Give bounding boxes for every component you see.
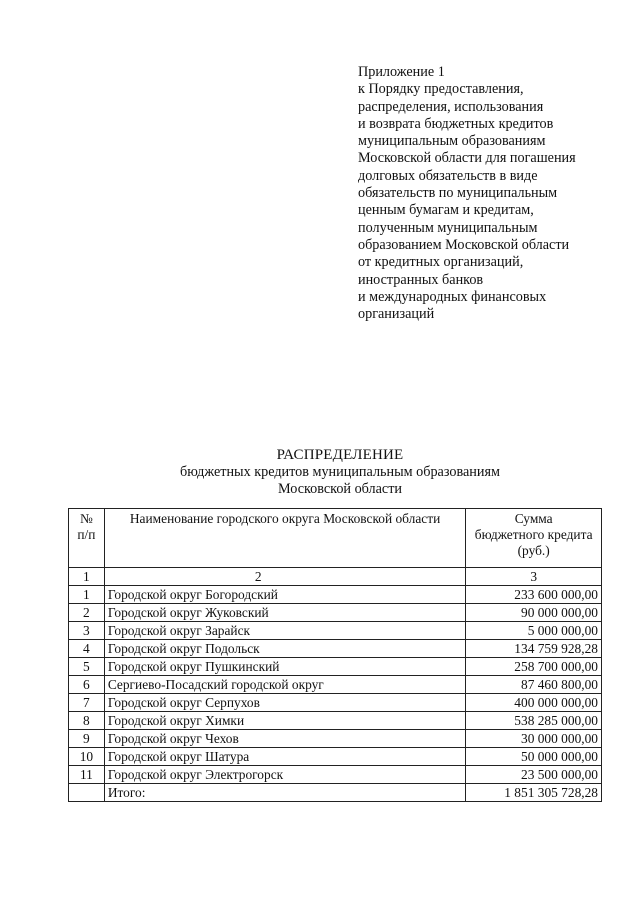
row-number: 8 <box>69 712 105 730</box>
row-name: Городской округ Электрогорск <box>104 766 466 784</box>
column-number: 1 <box>69 568 105 586</box>
row-amount: 50 000 000,00 <box>466 748 602 766</box>
appendix-line: и международных финансовых <box>358 288 547 305</box>
row-number: 1 <box>69 586 105 604</box>
appendix-line: организаций <box>358 306 435 323</box>
header-number-line-1: № <box>80 511 93 526</box>
header-number <box>69 509 105 568</box>
total-label: Итого: <box>104 784 466 802</box>
row-number: 10 <box>69 748 105 766</box>
row-name: Городской округ Чехов <box>104 730 466 748</box>
header-name: Наименование городского округа Московской области <box>104 509 466 568</box>
row-amount: 87 460 800,00 <box>466 676 602 694</box>
appendix-header <box>358 64 628 323</box>
row-number: 9 <box>69 730 105 748</box>
appendix-line: Приложение 1 <box>358 64 445 80</box>
appendix-line: ценным бумагам и кредитам, <box>358 202 534 219</box>
row-name: Городской округ Подольск <box>104 640 466 658</box>
total-amount: 1 851 305 728,28 <box>466 784 602 802</box>
table-row <box>69 586 602 604</box>
appendix-line: образованием Московской области <box>358 236 570 253</box>
title-main: РАСПРЕДЕЛЕНИЕ <box>276 447 404 463</box>
column-number-row <box>69 568 602 586</box>
header-sum-line-2: бюджетного кредита <box>474 527 593 542</box>
row-number: 3 <box>69 622 105 640</box>
title-line-3: Московской области <box>277 481 402 497</box>
row-number: 6 <box>69 676 105 694</box>
table-row <box>69 712 602 730</box>
appendix-line: долговых обязательств в виде <box>358 167 538 184</box>
row-amount: 233 600 000,00 <box>466 586 602 604</box>
row-amount: 90 000 000,00 <box>466 604 602 622</box>
row-amount: 258 700 000,00 <box>466 658 602 676</box>
document-title <box>0 447 640 498</box>
row-amount: 538 285 000,00 <box>466 712 602 730</box>
table-row <box>69 730 602 748</box>
row-number: 5 <box>69 658 105 676</box>
table-row <box>69 640 602 658</box>
table-row <box>69 676 602 694</box>
row-name: Городской округ Серпухов <box>104 694 466 712</box>
appendix-line: муниципальным образованиям <box>358 133 546 150</box>
row-name: Городской округ Шатура <box>104 748 466 766</box>
header-sum <box>466 509 602 568</box>
row-name: Городской округ Богородский <box>104 586 466 604</box>
appendix-line: обязательств по муниципальным <box>358 185 558 202</box>
table-row <box>69 622 602 640</box>
table-row <box>69 748 602 766</box>
appendix-line: и возврата бюджетных кредитов <box>358 115 554 132</box>
row-number: 11 <box>69 766 105 784</box>
table-row <box>69 766 602 784</box>
appendix-line: Московской области для погашения <box>358 150 576 167</box>
row-number: 7 <box>69 694 105 712</box>
header-number-line-2: п/п <box>77 527 96 542</box>
total-number-cell <box>69 784 105 802</box>
appendix-line: распределения, использования <box>358 98 544 115</box>
row-amount: 400 000 000,00 <box>466 694 602 712</box>
row-number: 4 <box>69 640 105 658</box>
row-amount: 5 000 000,00 <box>466 622 602 640</box>
row-name: Городской округ Жуковский <box>104 604 466 622</box>
appendix-line: полученным муниципальным <box>358 219 538 236</box>
appendix-line: иностранных банков <box>358 271 484 288</box>
table-header-row <box>69 509 602 568</box>
row-name: Городской округ Зарайск <box>104 622 466 640</box>
distribution-table <box>68 508 602 802</box>
appendix-line: к Порядку предоставления, <box>358 81 524 98</box>
header-sum-line-3: (руб.) <box>517 543 550 558</box>
row-amount: 23 500 000,00 <box>466 766 602 784</box>
column-number: 2 <box>104 568 466 586</box>
table-row <box>69 658 602 676</box>
table-row <box>69 604 602 622</box>
row-name: Сергиево-Посадский городской округ <box>104 676 466 694</box>
header-sum-line-1: Сумма <box>514 511 553 526</box>
appendix-line: от кредитных организаций, <box>358 254 524 271</box>
table-row <box>69 694 602 712</box>
column-number: 3 <box>466 568 602 586</box>
total-row <box>69 784 602 802</box>
title-line-2: бюджетных кредитов муниципальным образованиям <box>180 464 500 480</box>
row-amount: 30 000 000,00 <box>466 730 602 748</box>
row-name: Городской округ Химки <box>104 712 466 730</box>
row-amount: 134 759 928,28 <box>466 640 602 658</box>
row-name: Городской округ Пушкинский <box>104 658 466 676</box>
row-number: 2 <box>69 604 105 622</box>
